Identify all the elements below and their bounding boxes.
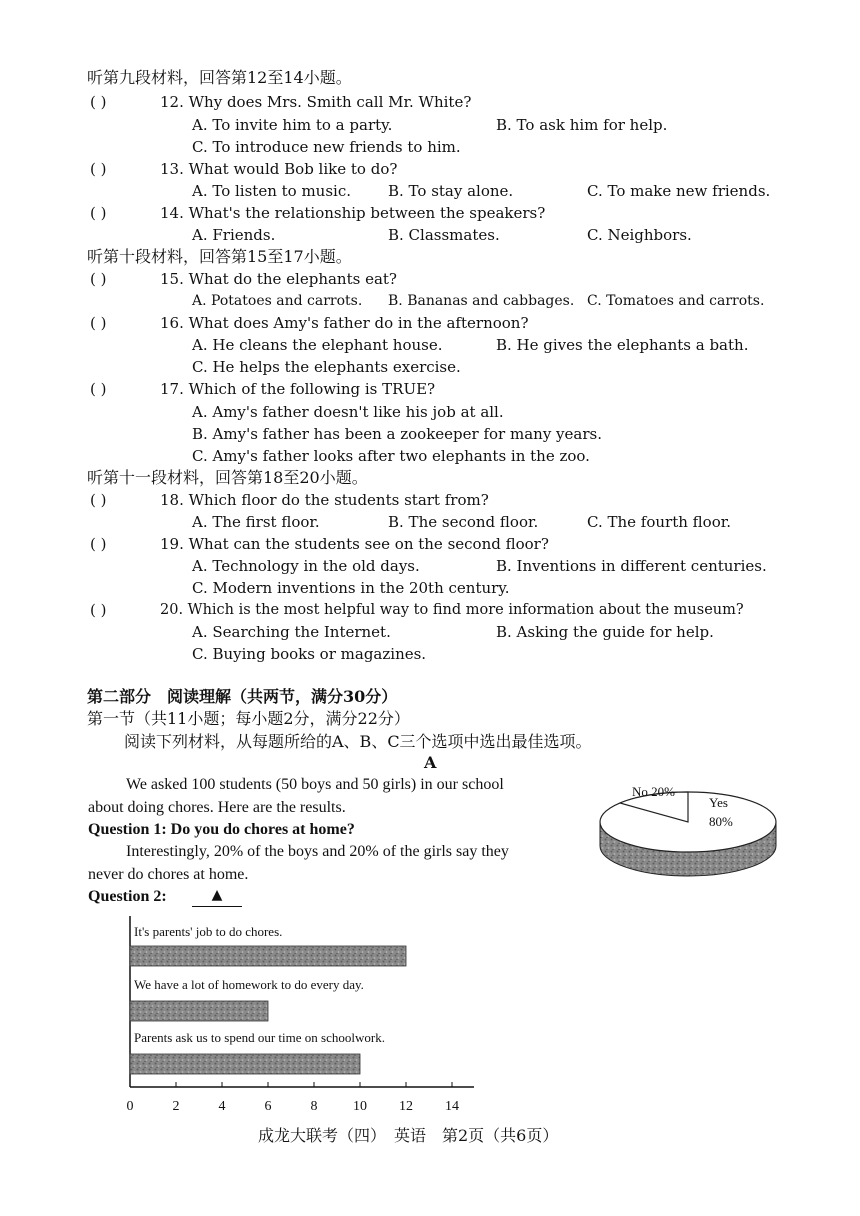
question-16-option-a: A. He cleans the elephant house. [192,336,443,354]
question-18-option-b: B. The second floor. [388,513,539,531]
question-14-stem: 14. What's the relationship between the speakers? [160,204,546,222]
question-20-option-c: C. Buying books or magazines. [192,645,427,663]
question-18-stem: 18. Which floor do the students start from? [160,491,489,509]
pie-label-yes: Yes [709,795,728,810]
answer-blank-12: ( ) [90,93,107,111]
question-13-option-a: A. To listen to music. [192,182,352,200]
question-12-option-c: C. To introduce new friends to him. [192,138,461,156]
passage-paragraph-1-line-2: about doing chores. Here are the results. [88,799,346,816]
question-13-stem: 13. What would Bob like to do? [160,160,398,178]
question-12-option-b: B. To ask him for help. [496,116,668,134]
question-1-label: Question 1: Do you do chores at home? [88,821,355,838]
question-17-option-c: C. Amy's father looks after two elephants in the zoo. [192,447,590,465]
section-1-heading: 第一节（共11小题；每小题2分，满分22分） [87,709,410,728]
bar [130,946,406,966]
question-16-option-b: B. He gives the elephants a bath. [496,336,749,354]
question-17-option-b: B. Amy's father has been a zookeeper for many years. [192,425,602,443]
question-14-option-a: A. Friends. [192,226,276,244]
question-20-option-b: B. Asking the guide for help. [496,623,714,641]
question-2-blank: ▲ [192,886,242,907]
x-tick-label: 8 [310,1099,318,1114]
answer-blank-17: ( ) [90,380,107,398]
x-tick-label: 6 [264,1099,272,1114]
bar-category-label: We have a lot of homework to do every day. [134,977,364,992]
answer-blank-19: ( ) [90,535,107,553]
pie-label-no: No 20% [632,784,675,799]
answer-blank-20: ( ) [90,601,107,619]
question-19-option-b: B. Inventions in different centuries. [496,557,767,575]
question-13-option-c: C. To make new friends. [587,182,771,200]
answer-blank-18: ( ) [90,491,107,509]
bar-category-label: Parents ask us to spend our time on schoolwork. [134,1030,385,1045]
question-20-stem: 20. Which is the most helpful way to find more information about the museum? [160,602,744,618]
question-12-option-a: A. To invite him to a party. [192,116,393,134]
question-13-option-b: B. To stay alone. [388,182,514,200]
pie-label-yes-percent: 80% [709,814,733,829]
passage-paragraph-2-line-1: Interestingly, 20% of the boys and 20% of the girls say they [126,843,509,860]
bar [130,1054,360,1074]
pie-chart [592,772,782,882]
page-footer: 成龙大联考（四） 英语 第2页（共6页） [258,1126,559,1145]
question-15-option-a: A. Potatoes and carrots. [192,293,363,309]
passage-letter: A [424,753,437,772]
passage-paragraph-1-line-1: We asked 100 students (50 boys and 50 girls) in our school [126,776,504,793]
question-12-stem: 12. Why does Mrs. Smith call Mr. White? [160,93,472,111]
question-14-option-c: C. Neighbors. [587,226,692,244]
question-16-stem: 16. What does Amy's father do in the afternoon? [160,314,529,332]
question-17-stem: 17. Which of the following is TRUE? [160,380,436,398]
passage-paragraph-2-line-2: never do chores at home. [88,866,249,883]
answer-blank-13: ( ) [90,160,107,178]
answer-blank-15: ( ) [90,270,107,288]
question-18-option-c: C. The fourth floor. [587,513,732,531]
listening-section-11-heading: 听第十一段材料，回答第18至20小题。 [87,468,368,487]
question-15-option-c: C. Tomatoes and carrots. [587,293,765,309]
bar [130,1001,268,1021]
question-14-option-b: B. Classmates. [388,226,500,244]
answer-blank-14: ( ) [90,204,107,222]
question-16-option-c: C. He helps the elephants exercise. [192,358,461,376]
question-19-stem: 19. What can the students see on the second floor? [160,535,549,553]
x-tick-label: 10 [353,1099,367,1114]
bar-chart [112,912,492,1120]
question-15-stem: 15. What do the elephants eat? [160,270,397,288]
question-19-option-a: A. Technology in the old days. [192,557,420,575]
question-17-option-a: A. Amy's father doesn't like his job at all. [192,403,504,421]
x-tick-label: 0 [126,1099,134,1114]
question-2-label: Question 2: [88,888,167,905]
x-tick-label: 2 [172,1099,180,1114]
x-tick-label: 4 [218,1099,226,1114]
part-2-title: 第二部分 阅读理解（共两节，满分30分） [87,687,398,706]
reading-instruction: 阅读下列材料，从每题所给的A、B、C三个选项中选出最佳选项。 [124,732,592,751]
x-tick-label: 14 [445,1099,459,1114]
answer-blank-16: ( ) [90,314,107,332]
question-19-option-c: C. Modern inventions in the 20th century. [192,579,510,597]
question-15-option-b: B. Bananas and cabbages. [388,293,575,309]
question-18-option-a: A. The first floor. [192,513,320,531]
bar-category-label: It's parents' job to do chores. [134,924,283,939]
listening-section-9-heading: 听第九段材料，回答第12至14小题。 [87,68,352,87]
x-tick-label: 12 [399,1099,413,1114]
question-20-option-a: A. Searching the Internet. [192,623,391,641]
listening-section-10-heading: 听第十段材料，回答第15至17小题。 [87,247,352,266]
